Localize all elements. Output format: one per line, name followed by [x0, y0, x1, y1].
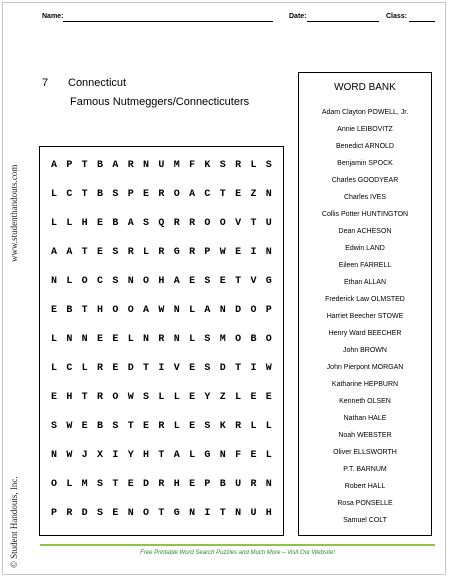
grid-letter[interactable]: R: [127, 160, 134, 171]
word-bank: [298, 72, 432, 536]
word-bank-item: Noah WEBSTER: [338, 432, 392, 439]
grid-letter[interactable]: R: [250, 479, 257, 490]
grid-letter[interactable]: O: [204, 218, 211, 229]
grid-row: [40, 211, 283, 237]
grid-letter[interactable]: P: [204, 247, 211, 258]
grid-letter[interactable]: E: [50, 305, 57, 316]
grid-letter[interactable]: T: [81, 247, 88, 258]
grid-letter[interactable]: T: [158, 508, 165, 519]
grid-letter[interactable]: M: [173, 160, 180, 171]
grid-letter[interactable]: R: [127, 247, 134, 258]
word-bank-item: Charles IVES: [343, 194, 387, 201]
grid-letter[interactable]: O: [173, 189, 180, 200]
grid-letter[interactable]: Q: [158, 218, 165, 229]
grid-letter[interactable]: N: [219, 305, 226, 316]
grid-row: [40, 182, 283, 208]
grid-letter[interactable]: N: [143, 334, 150, 345]
grid-letter[interactable]: B: [250, 334, 257, 345]
grid-letter[interactable]: N: [50, 276, 57, 287]
grid-letter[interactable]: O: [143, 508, 150, 519]
grid-letter[interactable]: S: [204, 363, 211, 374]
grid-letter[interactable]: H: [173, 479, 180, 490]
grid-letter[interactable]: S: [204, 276, 211, 287]
grid-letter[interactable]: L: [265, 421, 272, 432]
grid-letter[interactable]: L: [127, 334, 134, 345]
grid-row: [40, 240, 283, 266]
grid-letter[interactable]: S: [204, 421, 211, 432]
grid-letter[interactable]: D: [81, 508, 88, 519]
grid-letter[interactable]: C: [204, 189, 211, 200]
grid-letter[interactable]: R: [173, 218, 180, 229]
grid-letter[interactable]: U: [265, 218, 272, 229]
grid-letter[interactable]: N: [143, 160, 150, 171]
grid-letter[interactable]: G: [204, 450, 211, 461]
grid-letter[interactable]: N: [81, 334, 88, 345]
grid-letter[interactable]: A: [143, 305, 150, 316]
grid-letter[interactable]: E: [219, 276, 226, 287]
grid-letter[interactable]: D: [143, 479, 150, 490]
grid-letter[interactable]: S: [97, 479, 104, 490]
grid-letter[interactable]: S: [143, 392, 150, 403]
grid-letter[interactable]: I: [250, 247, 257, 258]
grid-row: [40, 414, 283, 440]
grid-row: [40, 269, 283, 295]
grid-letter[interactable]: R: [158, 189, 165, 200]
grid-letter[interactable]: H: [143, 450, 150, 461]
grid-letter[interactable]: G: [265, 276, 272, 287]
grid-letter[interactable]: R: [235, 421, 242, 432]
grid-letter[interactable]: E: [97, 218, 104, 229]
grid-letter[interactable]: P: [127, 189, 134, 200]
grid-letter[interactable]: N: [265, 479, 272, 490]
grid-letter[interactable]: L: [81, 363, 88, 374]
grid-letter[interactable]: I: [158, 363, 165, 374]
grid-letter[interactable]: E: [189, 421, 196, 432]
grid-letter[interactable]: E: [250, 450, 257, 461]
grid-letter[interactable]: H: [265, 508, 272, 519]
grid-letter[interactable]: L: [235, 392, 242, 403]
grid-letter[interactable]: A: [127, 218, 134, 229]
grid-letter[interactable]: R: [158, 334, 165, 345]
grid-letter[interactable]: R: [158, 479, 165, 490]
footer-divider: [40, 544, 435, 546]
grid-letter[interactable]: O: [81, 276, 88, 287]
grid-row: [40, 327, 283, 353]
grid-letter[interactable]: A: [66, 247, 73, 258]
grid-letter[interactable]: B: [112, 218, 119, 229]
grid-letter[interactable]: L: [250, 160, 257, 171]
grid-letter[interactable]: O: [50, 479, 57, 490]
grid-letter[interactable]: P: [204, 479, 211, 490]
grid-letter[interactable]: E: [97, 334, 104, 345]
grid-letter[interactable]: E: [112, 508, 119, 519]
word-bank-item: Kenneth OLSEN: [339, 398, 391, 405]
grid-letter[interactable]: A: [173, 450, 180, 461]
grid-letter[interactable]: W: [127, 392, 134, 403]
word-bank-item: Oliver ELLSWORTH: [333, 449, 397, 456]
grid-letter[interactable]: O: [265, 334, 272, 345]
grid-letter[interactable]: L: [50, 363, 57, 374]
grid-letter[interactable]: I: [204, 508, 211, 519]
grid-letter[interactable]: S: [112, 247, 119, 258]
grid-letter[interactable]: L: [66, 276, 73, 287]
grid-letter[interactable]: H: [97, 305, 104, 316]
side-url: [9, 164, 29, 282]
grid-letter[interactable]: F: [189, 160, 196, 171]
grid-row: [40, 443, 283, 469]
grid-letter[interactable]: E: [50, 392, 57, 403]
word-search-grid: [39, 146, 284, 536]
word-bank-item: Robert HALL: [344, 483, 386, 490]
grid-letter[interactable]: L: [158, 392, 165, 403]
grid-letter[interactable]: R: [97, 392, 104, 403]
grid-letter[interactable]: N: [265, 247, 272, 258]
word-bank-item: John BROWN: [343, 347, 387, 354]
grid-letter[interactable]: L: [189, 450, 196, 461]
grid-letter[interactable]: A: [173, 276, 180, 287]
puzzle-subtitle: Famous Nutmeggers/Connecticuters: [70, 96, 250, 108]
grid-letter[interactable]: T: [81, 392, 88, 403]
grid-letter[interactable]: B: [97, 189, 104, 200]
name-field-line[interactable]: [63, 21, 273, 22]
grid-letter[interactable]: H: [81, 218, 88, 229]
grid-row: [40, 153, 283, 179]
grid-letter[interactable]: F: [235, 450, 242, 461]
grid-letter[interactable]: T: [219, 189, 226, 200]
word-bank-item: Ethan ALLAN: [343, 279, 387, 286]
grid-letter[interactable]: R: [97, 363, 104, 374]
grid-letter[interactable]: S: [204, 334, 211, 345]
grid-letter[interactable]: L: [66, 218, 73, 229]
grid-letter[interactable]: M: [219, 334, 226, 345]
grid-letter[interactable]: K: [204, 160, 211, 171]
grid-letter[interactable]: S: [219, 160, 226, 171]
grid-letter[interactable]: K: [219, 421, 226, 432]
date-label: Date:: [289, 13, 307, 20]
grid-letter[interactable]: S: [112, 276, 119, 287]
grid-letter[interactable]: L: [189, 305, 196, 316]
grid-letter[interactable]: N: [219, 450, 226, 461]
word-bank-item: Rosa PONSELLE: [337, 500, 393, 507]
grid-letter[interactable]: R: [158, 421, 165, 432]
grid-letter[interactable]: D: [219, 363, 226, 374]
footer-text: Free Printable Word Search Puzzles and Much More – Visit Our Website!: [140, 550, 335, 556]
grid-letter[interactable]: O: [219, 218, 226, 229]
word-bank-item: P.T. BARNUM: [343, 466, 387, 473]
grid-letter[interactable]: T: [219, 508, 226, 519]
grid-letter[interactable]: Z: [250, 189, 257, 200]
grid-letter[interactable]: E: [265, 392, 272, 403]
grid-letter[interactable]: O: [143, 276, 150, 287]
grid-letter[interactable]: N: [127, 508, 134, 519]
grid-letter[interactable]: T: [235, 276, 242, 287]
grid-letter[interactable]: O: [112, 305, 119, 316]
grid-letter[interactable]: E: [189, 479, 196, 490]
grid-letter[interactable]: D: [235, 305, 242, 316]
grid-letter[interactable]: T: [158, 450, 165, 461]
grid-letter[interactable]: U: [250, 508, 257, 519]
grid-letter[interactable]: A: [189, 189, 196, 200]
grid-letter[interactable]: L: [50, 334, 57, 345]
grid-letter[interactable]: B: [97, 160, 104, 171]
grid-letter[interactable]: W: [66, 421, 73, 432]
grid-letter[interactable]: N: [173, 305, 180, 316]
grid-letter[interactable]: I: [112, 450, 119, 461]
grid-letter[interactable]: P: [50, 508, 57, 519]
side-copyright: [9, 476, 29, 588]
word-bank-item: Charles GOODYEAR: [331, 177, 399, 184]
grid-letter[interactable]: E: [143, 421, 150, 432]
grid-letter[interactable]: R: [189, 218, 196, 229]
grid-letter[interactable]: B: [66, 305, 73, 316]
grid-letter[interactable]: N: [50, 450, 57, 461]
grid-letter[interactable]: N: [235, 508, 242, 519]
class-field-line[interactable]: [409, 21, 435, 22]
word-bank-item: Annie LEIBOVITZ: [337, 126, 393, 133]
grid-letter[interactable]: L: [143, 247, 150, 258]
grid-letter[interactable]: L: [50, 218, 57, 229]
grid-letter[interactable]: E: [143, 189, 150, 200]
grid-letter[interactable]: W: [158, 305, 165, 316]
word-bank-item: Harriet Beecher STOWE: [326, 313, 404, 320]
grid-letter[interactable]: B: [97, 421, 104, 432]
grid-letter[interactable]: S: [112, 421, 119, 432]
grid-letter[interactable]: L: [66, 479, 73, 490]
grid-letter[interactable]: V: [235, 218, 242, 229]
grid-letter[interactable]: E: [127, 479, 134, 490]
grid-row: [40, 385, 283, 411]
word-bank-item: Edwin LAND: [345, 245, 385, 252]
grid-letter[interactable]: O: [250, 305, 257, 316]
grid-letter[interactable]: T: [112, 479, 119, 490]
grid-letter[interactable]: G: [173, 508, 180, 519]
grid-letter[interactable]: G: [173, 247, 180, 258]
grid-letter[interactable]: R: [66, 508, 73, 519]
word-bank-item: Adam Clayton POWELL, Jr.: [321, 109, 409, 116]
date-field-line[interactable]: [307, 21, 379, 22]
grid-row: [40, 501, 283, 527]
grid-letter[interactable]: S: [265, 160, 272, 171]
grid-letter[interactable]: O: [112, 392, 119, 403]
grid-letter[interactable]: T: [235, 363, 242, 374]
grid-letter[interactable]: C: [66, 363, 73, 374]
grid-letter[interactable]: N: [173, 334, 180, 345]
grid-letter[interactable]: L: [173, 421, 180, 432]
grid-letter[interactable]: L: [250, 421, 257, 432]
word-bank-item: John Pierpont MORGAN: [326, 364, 404, 371]
grid-letter[interactable]: W: [219, 247, 226, 258]
grid-letter[interactable]: S: [143, 218, 150, 229]
grid-letter[interactable]: C: [66, 189, 73, 200]
grid-letter[interactable]: S: [50, 421, 57, 432]
grid-letter[interactable]: A: [112, 160, 119, 171]
grid-letter[interactable]: O: [127, 305, 134, 316]
grid-letter[interactable]: T: [143, 363, 150, 374]
grid-letter[interactable]: S: [112, 189, 119, 200]
grid-letter[interactable]: X: [97, 450, 104, 461]
grid-row: [40, 298, 283, 324]
grid-letter[interactable]: N: [265, 189, 272, 200]
grid-letter[interactable]: T: [127, 421, 134, 432]
grid-letter[interactable]: W: [265, 363, 272, 374]
class-label: Class:: [386, 13, 408, 20]
word-bank-item: Eileen FARRELL: [338, 262, 392, 269]
grid-letter[interactable]: B: [219, 479, 226, 490]
grid-letter[interactable]: T: [81, 160, 88, 171]
grid-letter[interactable]: E: [81, 421, 88, 432]
grid-letter[interactable]: N: [189, 508, 196, 519]
word-bank-item: Henry Ward BEECHER: [328, 330, 402, 337]
grid-letter[interactable]: E: [97, 247, 104, 258]
grid-letter[interactable]: C: [97, 276, 104, 287]
grid-letter[interactable]: Y: [127, 450, 134, 461]
word-bank-item: Samuel COLT: [343, 517, 387, 524]
grid-letter[interactable]: R: [158, 247, 165, 258]
grid-letter[interactable]: T: [81, 305, 88, 316]
grid-letter[interactable]: I: [250, 363, 257, 374]
grid-row: [40, 472, 283, 498]
grid-letter[interactable]: E: [112, 363, 119, 374]
grid-letter[interactable]: S: [97, 508, 104, 519]
grid-letter[interactable]: H: [158, 276, 165, 287]
grid-letter[interactable]: D: [127, 363, 134, 374]
grid-row: [40, 356, 283, 382]
grid-letter[interactable]: E: [112, 334, 119, 345]
grid-letter[interactable]: A: [204, 305, 211, 316]
grid-letter[interactable]: N: [127, 276, 134, 287]
grid-letter[interactable]: M: [81, 479, 88, 490]
grid-letter[interactable]: E: [189, 276, 196, 287]
grid-letter[interactable]: E: [250, 392, 257, 403]
grid-letter[interactable]: V: [173, 363, 180, 374]
word-bank-item: Frederick Law OLMSTED: [325, 296, 405, 303]
grid-letter[interactable]: U: [235, 479, 242, 490]
grid-letter[interactable]: E: [235, 247, 242, 258]
word-bank-title: WORD BANK: [334, 82, 396, 93]
puzzle-number: 7: [42, 77, 49, 89]
grid-letter[interactable]: P: [265, 305, 272, 316]
grid-letter[interactable]: H: [66, 392, 73, 403]
grid-letter[interactable]: N: [66, 334, 73, 345]
grid-letter[interactable]: A: [50, 160, 57, 171]
grid-letter[interactable]: R: [189, 247, 196, 258]
grid-letter[interactable]: E: [235, 189, 242, 200]
word-bank-item: Dean ACHESON: [338, 228, 392, 235]
grid-letter[interactable]: L: [265, 450, 272, 461]
side-copyright-text: © Student Handouts, Inc.: [9, 476, 19, 568]
grid-letter[interactable]: A: [50, 247, 57, 258]
grid-letter[interactable]: Y: [204, 392, 211, 403]
side-url-text: www.studenthandouts.com: [9, 164, 19, 262]
grid-letter[interactable]: L: [189, 334, 196, 345]
grid-letter[interactable]: U: [158, 160, 165, 171]
word-bank-item: Katharine HEPBURN: [331, 381, 399, 388]
grid-letter[interactable]: V: [250, 276, 257, 287]
name-label: Name:: [42, 13, 64, 20]
grid-letter[interactable]: R: [235, 160, 242, 171]
puzzle-state: Connecticut: [68, 77, 127, 89]
grid-letter[interactable]: Z: [219, 392, 226, 403]
grid-letter[interactable]: E: [189, 392, 196, 403]
grid-letter[interactable]: T: [250, 218, 257, 229]
word-bank-item: Nathan HALE: [343, 415, 387, 422]
grid-letter[interactable]: O: [235, 334, 242, 345]
grid-letter[interactable]: L: [50, 189, 57, 200]
word-bank-item: Collis Potter HUNTINGTON: [321, 211, 409, 218]
word-bank-item: Benedict ARNOLD: [336, 143, 394, 150]
word-bank-item: Benjamin SPOCK: [337, 160, 393, 167]
grid-letter[interactable]: T: [81, 189, 88, 200]
grid-letter[interactable]: L: [173, 392, 180, 403]
grid-letter[interactable]: W: [66, 450, 73, 461]
grid-letter[interactable]: P: [66, 160, 73, 171]
grid-letter[interactable]: E: [189, 363, 196, 374]
grid-letter[interactable]: J: [81, 450, 88, 461]
